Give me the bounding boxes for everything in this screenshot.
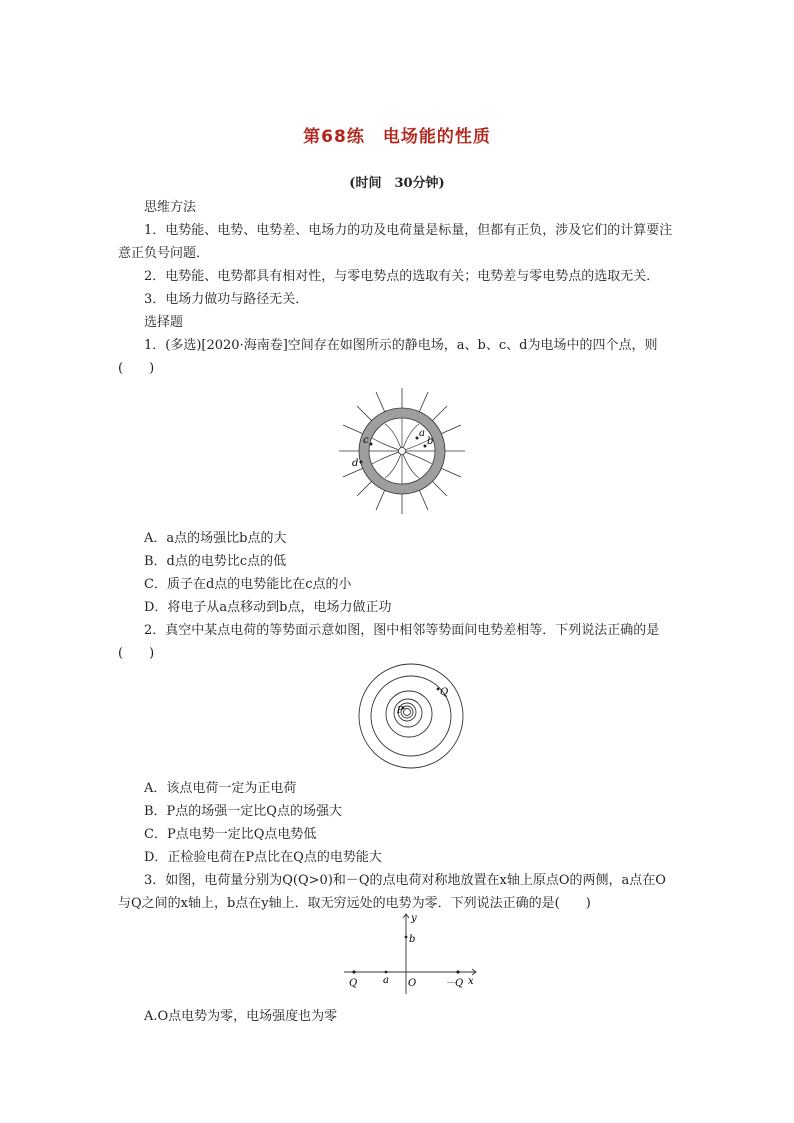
q3-options	[118, 1005, 678, 1028]
point-d-dot	[360, 461, 363, 464]
point-a-dot	[385, 971, 388, 974]
equipotential-surface	[404, 709, 411, 716]
point-d-label: d	[352, 458, 359, 469]
y-axis-label: y	[411, 913, 417, 924]
method-item-1: 1．电势能、电势、电势差、电场力的功及电荷量是标量，但都有正负，涉及它们的计算要注意正负号问题．	[118, 223, 673, 261]
q2-option-d: D．正检验电荷在P点比在Q点的电势能大	[144, 850, 382, 865]
charge-q-label: Q	[349, 978, 358, 989]
q1-option-b: B．d点的电势比c点的低	[144, 554, 287, 569]
point-c-label: c	[363, 435, 369, 446]
charge-neg-q-dot	[456, 970, 459, 973]
q1-option-d: D．将电子从a点移动到b点，电场力做正功	[144, 600, 392, 615]
equipotential-surface	[386, 691, 432, 737]
point-b-label: b	[427, 436, 434, 447]
q1-option-c: C．质子在d点的电势能比在c点的小	[144, 577, 352, 592]
point-b-dot	[405, 936, 408, 939]
charge-q-dot	[352, 970, 355, 973]
q3-stem: 3．如图，电荷量分别为Q(Q>0)和－Q的点电荷对称地放置在x轴上原点O的两侧，a点在O与Q之间的x轴上，b点在y轴上．取无穷远处的电势为零．下列说法正确的是( )	[118, 873, 666, 911]
q1-field-figure	[337, 386, 467, 516]
point-a-label: a	[383, 975, 389, 986]
q2-option-b: B．P点的场强一定比Q点的场强大	[144, 804, 342, 819]
point-c-dot	[370, 443, 373, 446]
method-heading: 思维方法	[144, 200, 197, 215]
point-q-dot	[437, 688, 440, 691]
point-p-label: P	[397, 706, 404, 716]
point-b-label: b	[409, 934, 416, 945]
point-charge	[399, 448, 406, 455]
q3-option-a: A.O点电势为零，电场强度也为零	[144, 1009, 338, 1024]
method-section	[118, 196, 678, 380]
time-limit: (时间 30分钟)	[349, 176, 445, 191]
q1-stem: 1．(多选)[2020·海南卷]空间存在如图所示的静电场，a、b、c、d为电场中的四个点，则( )	[118, 338, 658, 376]
q1-options	[118, 527, 678, 665]
q2-option-a: A．该点电荷一定为正电荷	[144, 781, 297, 796]
choice-heading: 选择题	[144, 315, 184, 330]
method-item-2: 2．电势能、电势都具有相对性，与零电势点的选取有关；电势差与零电势点的选取无关．	[144, 269, 660, 284]
charge-neg-q-label: －Q	[445, 978, 464, 989]
q2-option-c: C．P点电势一定比Q点电势低	[144, 827, 317, 842]
x-axis-label: x	[468, 976, 474, 987]
q2-stem: 2．真空中某点电荷的等势面示意如图，图中相邻等势面间电势差相等．下列说法正确的是( )	[118, 623, 660, 661]
point-q-label: Q	[440, 687, 449, 698]
point-a-label: a	[419, 428, 425, 439]
q3-axis-figure	[340, 910, 485, 995]
method-item-3: 3．电场力做功与路径无关．	[144, 292, 309, 307]
q1-option-a: A．a点的场强比b点的大	[144, 531, 287, 546]
q2-equipotential-figure	[356, 662, 466, 770]
origin-label: O	[408, 978, 417, 989]
page-title: 第68练 电场能的性质	[303, 127, 491, 147]
q2-options	[118, 777, 678, 915]
